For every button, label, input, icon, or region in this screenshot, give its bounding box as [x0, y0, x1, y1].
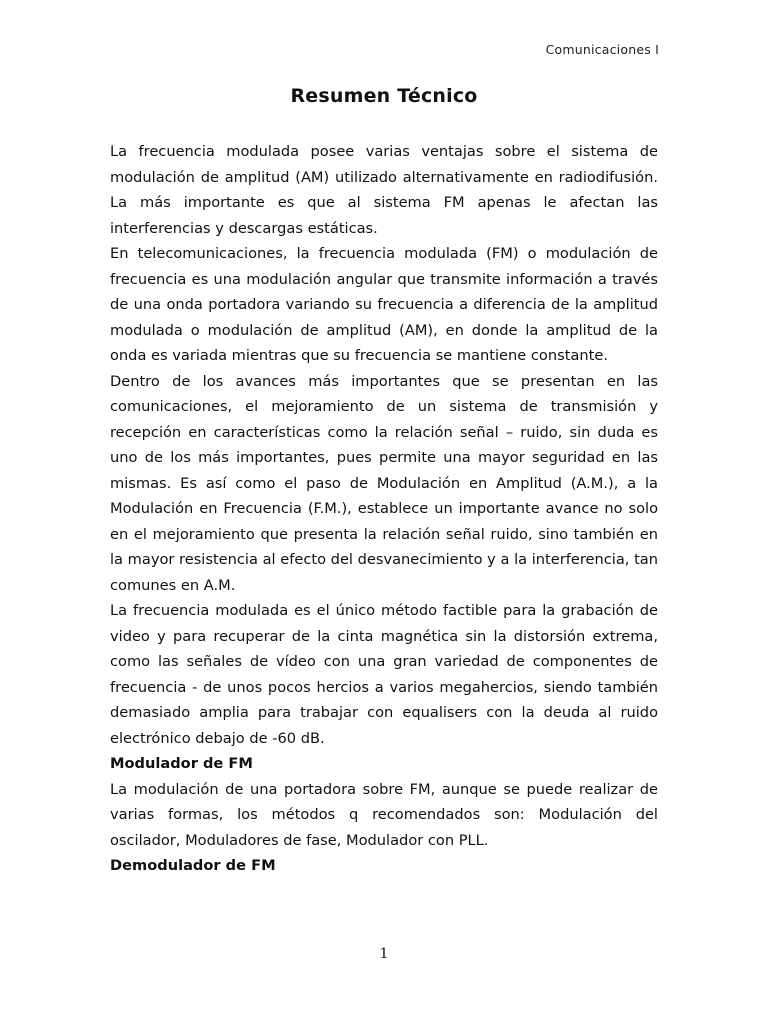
section-heading-demodulador: Demodulador de FM — [110, 857, 276, 874]
paragraph-1: La frecuencia modulada posee varias ventajas sobre el sistema de modulación de amplitud (AM) utilizado alternativamente en radiodifusión. La más importante es que al sistema FM apenas le afectan las interferencias y descargas estáticas. — [110, 143, 658, 237]
page-title: Resumen Técnico — [290, 85, 478, 107]
paragraph-modulador: La modulación de una portadora sobre FM, aunque se puede realizar de varias formas, los métodos q recomendados son: Modulación del oscilador, Moduladores de fase, Modulador con PLL. — [110, 780, 658, 849]
running-header: Comunicaciones I — [545, 42, 659, 57]
document-body — [110, 139, 658, 879]
page-number: 1 — [379, 946, 389, 962]
paragraph-3: Dentro de los avances más importantes que se presentan en las comunicaciones, el mejoramiento de un sistema de transmisión y recepción en características como la relación señal – ruido, sin duda es uno de los más importantes, pues permite una mayor seguridad en las mismas. Es así como el paso de Modulación en Amplitud (A.M.), a la Modulación en Frecuencia (F.M.), establece un importante avance no solo en el mejoramiento que presenta la relación señal ruido, sino también en la mayor resistencia al efecto del desvanecimiento y a la interferencia, tan comunes en A.M. — [110, 372, 658, 594]
section-heading-modulador: Modulador de FM — [110, 755, 253, 772]
paragraph-4: La frecuencia modulada es el único método factible para la grabación de video y para recuperar de la cinta magnética sin la distorsión extrema, como las señales de vídeo con una gran variedad de componentes de frecuencia - de unos pocos hercios a varios megahercios, siendo también demasiado amplia para trabajar con equalisers con la deuda al ruido electrónico debajo de -60 dB. — [110, 602, 658, 747]
paragraph-2: En telecomunicaciones, la frecuencia modulada (FM) o modulación de frecuencia es una modulación angular que transmite información a través de una onda portadora variando su frecuencia a diferencia de la amplitud modulada o modulación de amplitud (AM), en donde la amplitud de la onda es variada mientras que su frecuencia se mantiene constante. — [110, 245, 658, 364]
